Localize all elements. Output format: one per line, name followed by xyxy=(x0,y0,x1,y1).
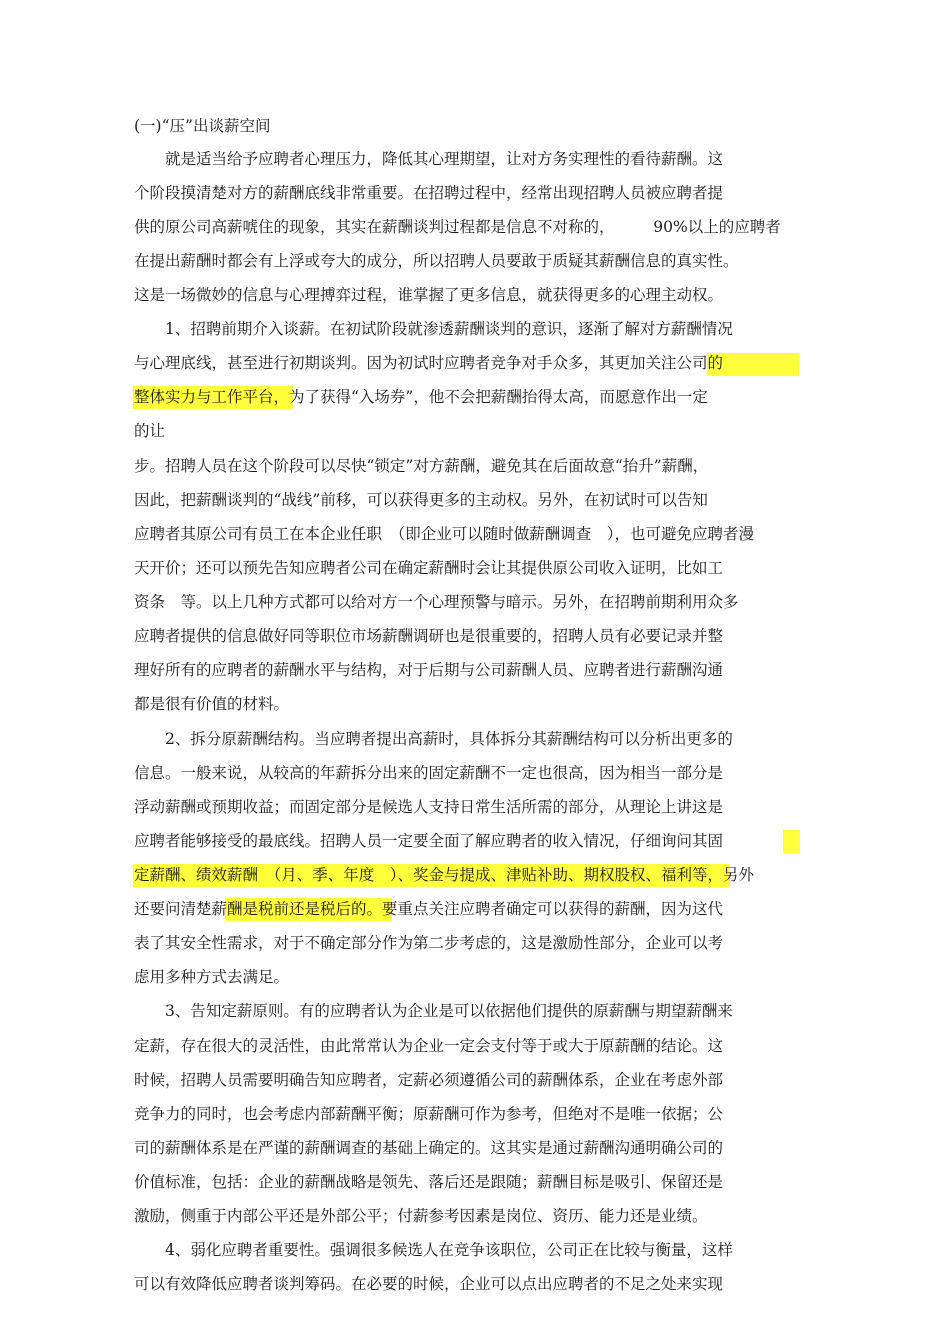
text-line: 在提出薪酬时都会有上浮或夸大的成分，所以招聘人员要敢于质疑其薪酬信息的真实性。 xyxy=(134,252,739,270)
text-line: 都是很有价值的材料。 xyxy=(134,695,290,713)
text-line: 应聘者其原公司有员工在本企业任职 （即企业可以随时做薪酬调查 ），也可避免应聘者漫 xyxy=(134,525,755,543)
text-line: 定薪酬、绩效薪酬 （月、季、年度 ）、奖金与提成、津贴补助、期权股权、福利等，另外 xyxy=(134,866,755,884)
text-line: 3、告知定薪原则。有的应聘者认为企业是可以依据他们提供的原薪酬与期望薪酬来 xyxy=(134,1002,733,1020)
section-heading: (一)“压”出谈薪空间 xyxy=(134,117,271,135)
text-line: 个阶段摸清楚对方的薪酬底线非常重要。在招聘过程中，经常出现招聘人员被应聘者提 xyxy=(134,184,724,202)
text-line: 4、弱化应聘者重要性。强调很多候选人在竞争该职位，公司正在比较与衡量，这样 xyxy=(134,1241,733,1259)
text-line: 整体实力与工作平台，为了获得“入场券”，他不会把薪酬抬得太高，而愿意作出一定 xyxy=(134,388,708,406)
text-line: 还要问清楚薪酬是税前还是税后的。要重点关注应聘者确定可以获得的薪酬，因为这代 xyxy=(134,900,724,918)
text-line: 天开价；还可以预先告知应聘者公司在确定薪酬时会让其提供原公司收入证明，比如工 xyxy=(134,559,724,577)
text-line: 因此，把薪酬谈判的“战线”前移，可以获得更多的主动权。另外，在初试时可以告知 xyxy=(134,491,708,509)
text-line: 激励，侧重于内部公平还是外部公平；付薪参考因素是岗位、资历、能力还是业绩。 xyxy=(134,1207,708,1225)
text-line: 竞争力的同时，也会考虑内部薪酬平衡；原薪酬可作为参考，但绝对不是唯一依据；公 xyxy=(134,1105,724,1123)
text-line: 信息。一般来说，从较高的年薪拆分出来的固定薪酬不一定也很高，因为相当一部分是 xyxy=(134,764,724,782)
text-line: 价值标准，包括：企业的薪酬战略是领先、落后还是跟随；薪酬目标是吸引、保留还是 xyxy=(134,1173,724,1191)
highlight-mark xyxy=(783,830,800,853)
text-line: 司的薪酬体系是在严谨的薪酬调查的基础上确定的。这其实是通过薪酬沟通明确公司的 xyxy=(134,1139,724,1157)
text-line: 应聘者能够接受的最底线。招聘人员一定要全面了解应聘者的收入情况，仔细询问其固 xyxy=(134,832,724,850)
text-line: 就是适当给予应聘者心理压力，降低其心理期望，让对方务实理性的看待薪酬。这 xyxy=(134,150,724,168)
text-line: 资条 等。以上几种方式都可以给对方一个心理预警与暗示。另外，在招聘前期利用众多 xyxy=(134,593,739,611)
text-line: 与心理底线，甚至进行初期谈判。因为初试时应聘者竞争对手众多，其更加关注公司的 xyxy=(134,354,724,372)
text-line: 浮动薪酬或预期收益；而固定部分是候选人支持日常生活所需的部分，从理论上讲这是 xyxy=(134,798,724,816)
text-line: 的让 xyxy=(134,422,166,440)
text-line: 表了其安全性需求，对于不确定部分作为第二步考虑的，这是激励性部分，企业可以考 xyxy=(134,934,724,952)
text-line: 步。招聘人员在这个阶段可以尽快“锁定”对方薪酬，避免其在后面故意“抬升”薪酬， xyxy=(134,457,709,475)
text-line: 理好所有的应聘者的薪酬水平与结构，对于后期与公司薪酬人员、应聘者进行薪酬沟通 xyxy=(134,661,724,679)
text-line: 可以有效降低应聘者谈判筹码。在必要的时候，企业可以点出应聘者的不足之处来实现 xyxy=(134,1275,724,1293)
text-line: 定薪，存在很大的灵活性，由此常常认为企业一定会支付等于或大于原薪酬的结论。这 xyxy=(134,1037,724,1055)
text-line: 供的原公司高薪唬住的现象，其实在薪酬谈判过程都是信息不对称的， 90%以上的应聘者 xyxy=(134,218,781,236)
text-line: 应聘者提供的信息做好同等职位市场薪酬调研也是很重要的，招聘人员有必要记录并整 xyxy=(134,627,724,645)
text-line: 时候，招聘人员需要明确告知应聘者，定薪必须遵循公司的薪酬体系，企业在考虑外部 xyxy=(134,1071,724,1089)
text-line: 这是一场微妙的信息与心理搏弈过程，谁掌握了更多信息，就获得更多的心理主动权。 xyxy=(134,286,724,304)
text-line: 2、拆分原薪酬结构。当应聘者提出高薪时，具体拆分其薪酬结构可以分析出更多的 xyxy=(134,730,733,748)
text-line: 1、招聘前期介入谈薪。在初试阶段就渗透薪酬谈判的意识，逐渐了解对方薪酬情况 xyxy=(134,320,733,338)
text-line: 虑用多种方式去满足。 xyxy=(134,968,290,986)
